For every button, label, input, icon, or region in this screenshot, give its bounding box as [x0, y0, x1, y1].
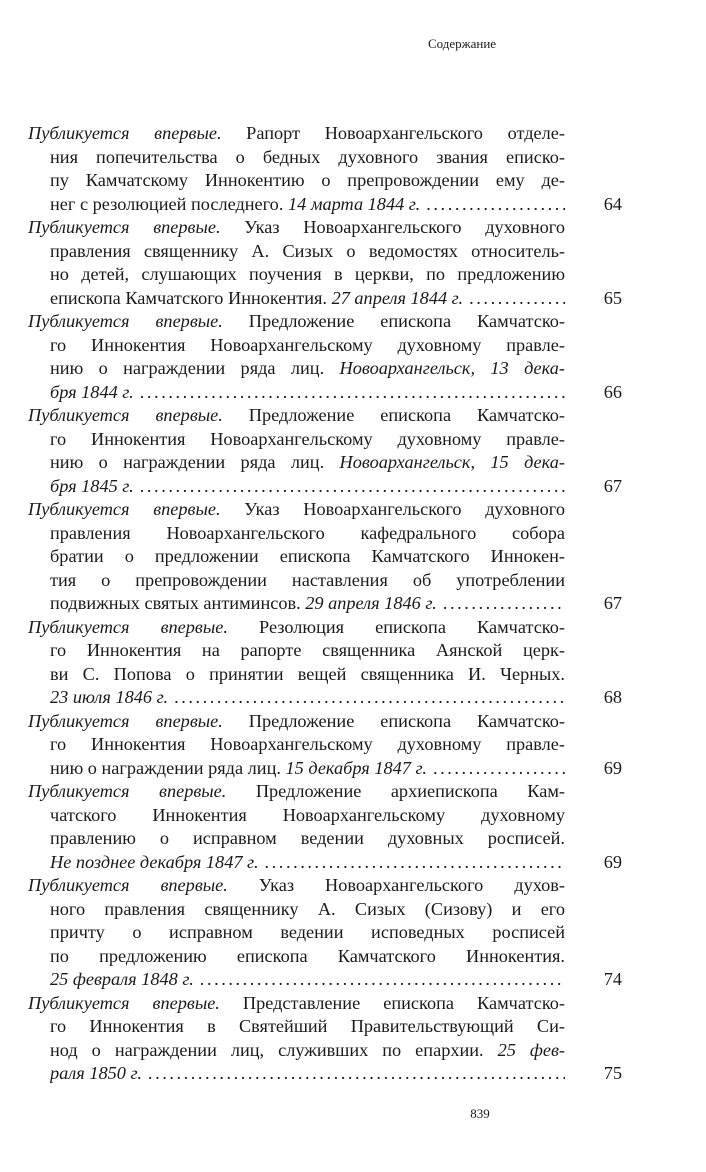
- line-text: [50, 899, 565, 919]
- toc-entry-line: [50, 451, 565, 475]
- toc-entry-line: [50, 334, 565, 358]
- toc-entry-line: [50, 1039, 565, 1063]
- dot-leader: [134, 381, 565, 405]
- toc-entry[interactable]: [28, 992, 622, 1086]
- line-text: [50, 287, 463, 311]
- line-text: [28, 499, 565, 519]
- text: Указ Новоархангельского духовного: [220, 217, 565, 237]
- italic-text: Публикуется впервые.: [28, 499, 221, 519]
- text: чатского Иннокентия Новоархангельскому духовному: [50, 804, 565, 825]
- toc-entry-line: [50, 193, 565, 217]
- toc-entry-line: [28, 992, 565, 1016]
- text: го Иннокентия Новоархангельскому духовному правле-: [50, 334, 565, 355]
- toc-entry-line: [50, 968, 565, 992]
- line-text: [50, 1040, 565, 1060]
- line-text: [50, 241, 565, 261]
- dot-leader: [194, 968, 565, 992]
- italic-text: Публикуется впервые.: [28, 123, 222, 143]
- line-text: [50, 757, 427, 781]
- toc-entry-line: [50, 898, 565, 922]
- toc-entry-line: [28, 216, 565, 240]
- italic-text: Публикуется впервые.: [28, 710, 223, 731]
- toc-entry-line: [50, 240, 565, 264]
- text: ного правления священнику А. Сизых (Сизову) и его: [50, 898, 565, 919]
- text: правлению о исправном ведении духовных росписей.: [50, 828, 565, 848]
- dot-leader: [437, 592, 565, 616]
- line-text: [50, 429, 565, 449]
- toc-entry-line: [50, 545, 565, 569]
- toc-entry-line: [28, 710, 565, 734]
- toc-entry[interactable]: [28, 498, 622, 616]
- toc-entry-line: [50, 1015, 565, 1039]
- line-text: [50, 734, 565, 754]
- italic-text: Публикуется впервые.: [28, 992, 220, 1013]
- toc-entry[interactable]: [28, 404, 622, 498]
- line-text: [50, 452, 565, 472]
- line-text: [50, 523, 565, 543]
- toc-entry[interactable]: [28, 616, 622, 710]
- line-text: [50, 335, 565, 355]
- dot-leader: [142, 1062, 565, 1086]
- toc-entry[interactable]: [28, 874, 622, 992]
- text: Предложение епископа Камчатско-: [222, 311, 565, 331]
- line-text: [50, 1062, 142, 1086]
- text: Представление епископа Камчатско-: [219, 992, 565, 1013]
- dot-leader: [420, 193, 565, 217]
- text: нию о награждении ряда лиц.: [50, 358, 340, 378]
- toc-entry-line: [28, 404, 565, 428]
- italic-text: Новоархангельск, 13 дека-: [339, 358, 565, 378]
- italic-text: 23 июля 1846 г.: [50, 687, 169, 707]
- line-text: [50, 686, 168, 710]
- line-text: [50, 264, 565, 284]
- line-text: [50, 147, 565, 167]
- text: братии о предложении епископа Камчатского Иннокен-: [50, 546, 565, 566]
- text: Рапорт Новоархангельского отделе-: [221, 123, 565, 143]
- toc-entry-line: [28, 310, 565, 334]
- text: но детей, слушающих поучения в церкви, по предложению: [50, 264, 565, 284]
- toc-entry-line: [50, 921, 565, 945]
- toc-page-number[interactable]: 69: [603, 851, 622, 872]
- text: Указ Новоархангельского духов-: [227, 875, 565, 895]
- toc-entry-line: [50, 569, 565, 593]
- italic-text: 25 февраля 1848 г.: [50, 969, 194, 989]
- italic-text: бря 1845 г.: [50, 475, 134, 496]
- italic-text: Публикуется впервые.: [28, 311, 223, 331]
- line-text: [50, 851, 259, 875]
- toc-page-number[interactable]: 74: [603, 969, 622, 989]
- italic-text: Публикуется впервые.: [28, 217, 221, 237]
- toc-entry-line: [28, 498, 565, 522]
- line-text: [50, 946, 565, 966]
- text: по предложению епископа Камчатского Иннокентия.: [50, 945, 565, 966]
- toc-entry-line: [50, 263, 565, 287]
- toc-entry[interactable]: [28, 780, 622, 874]
- toc-entry-line: [50, 827, 565, 851]
- line-text: [28, 217, 565, 237]
- line-text: [50, 546, 565, 566]
- line-text: [50, 475, 134, 499]
- toc-page-number[interactable]: 75: [603, 1063, 622, 1083]
- toc-entry-line: [50, 757, 565, 781]
- text: ния попечительства о бедных духовного звания еписко-: [50, 146, 565, 167]
- toc-page-number[interactable]: 65: [603, 287, 622, 308]
- toc-entry[interactable]: [28, 216, 622, 310]
- line-text: [50, 968, 194, 992]
- italic-text: 27 апреля 1844 г.: [331, 287, 464, 308]
- toc-entry-line: [50, 733, 565, 757]
- toc-page-number[interactable]: 66: [603, 381, 622, 402]
- text: Предложение епископа Камчатско-: [222, 405, 565, 425]
- toc-entry-line: [28, 122, 565, 146]
- toc-entry[interactable]: [28, 710, 622, 781]
- toc-entry-line: [50, 357, 565, 381]
- toc-page-number[interactable]: 68: [603, 687, 622, 707]
- line-text: [50, 922, 565, 942]
- page-number: 839: [470, 1106, 490, 1121]
- toc-entry-line: [50, 1062, 565, 1086]
- italic-text: Публикуется впервые.: [28, 405, 223, 425]
- toc-entry-line: [50, 804, 565, 828]
- dot-leader: [427, 757, 565, 781]
- toc-page-number[interactable]: 67: [603, 593, 622, 613]
- text: Предложение епископа Камчатско-: [222, 710, 565, 731]
- text: нег с резолюцией последнего.: [50, 193, 288, 214]
- line-text: [50, 664, 565, 684]
- toc-entry-line: [50, 851, 565, 875]
- text: правления священнику А. Сизых о ведомостях относитель-: [50, 240, 565, 261]
- toc-entry[interactable]: [28, 122, 622, 216]
- italic-text: 25 фев-: [497, 1039, 565, 1060]
- line-text: [50, 170, 565, 190]
- toc-entry-line: [50, 169, 565, 193]
- dot-leader: [259, 851, 565, 875]
- italic-text: Новоархангельск, 15 дека-: [339, 452, 565, 472]
- toc-entry-line: [50, 146, 565, 170]
- text: Указ Новоархангельского духовного: [220, 499, 565, 519]
- italic-text: раля 1850 г.: [50, 1063, 142, 1083]
- text: го Иннокентия на рапорте священника Аянской церк-: [50, 640, 565, 660]
- toc-entry-line: [50, 663, 565, 687]
- toc-entry-line: [28, 874, 565, 898]
- text: нод о награждении лиц, служивших по епархии.: [50, 1039, 498, 1060]
- text: епископа Камчатского Иннокентия.: [50, 287, 332, 308]
- toc-page-number[interactable]: 64: [603, 193, 622, 214]
- running-head: Содержание: [427, 36, 497, 51]
- toc-entry[interactable]: [28, 310, 622, 404]
- text: ви С. Попова о принятии вещей священника И. Черных.: [50, 663, 565, 684]
- line-text: [28, 123, 565, 143]
- italic-text: 29 апреля 1846 г.: [305, 593, 437, 613]
- italic-text: 15 декабря 1847 г.: [285, 757, 427, 778]
- line-text: [28, 711, 565, 731]
- text: пу Камчатскому Иннокентию о препровождении ему де-: [50, 170, 565, 190]
- text: подвижных святых антиминсов.: [50, 593, 306, 613]
- text: го Иннокентия Новоархангельскому духовному правле-: [50, 428, 565, 449]
- toc-entry-line: [50, 522, 565, 546]
- italic-text: Публикуется впервые.: [28, 781, 227, 801]
- toc-entry-line: [50, 287, 565, 311]
- line-text: [28, 875, 565, 895]
- line-text: [28, 617, 565, 637]
- line-text: [50, 570, 565, 590]
- text: нию о награждении ряда лиц.: [50, 452, 340, 472]
- line-text: [50, 381, 134, 405]
- text: тия о препровождении наставления об употреблении: [50, 569, 565, 590]
- text: Предложение архиепископа Кам-: [226, 781, 565, 801]
- line-text: [50, 805, 565, 825]
- toc-entry-line: [28, 780, 565, 804]
- dot-leader: [463, 287, 565, 311]
- line-text: [50, 358, 565, 378]
- toc-entry-line: [50, 639, 565, 663]
- toc-page-number[interactable]: 67: [603, 475, 622, 496]
- text: Резолюция епископа Камчатско-: [227, 616, 565, 637]
- toc-entry-line: [50, 945, 565, 969]
- text: причту о исправном ведении исповедных росписей: [50, 922, 565, 942]
- line-text: [50, 193, 420, 217]
- dot-leader: [134, 475, 565, 499]
- line-text: [28, 993, 565, 1013]
- text: нию о награждении ряда лиц.: [50, 757, 286, 778]
- line-text: [28, 781, 565, 801]
- text: го Иннокентия Новоархангельскому духовному правле-: [50, 734, 565, 754]
- dot-leader: [168, 686, 565, 710]
- italic-text: 14 марта 1844 г.: [287, 193, 421, 214]
- toc-entry-line: [50, 592, 565, 616]
- line-text: [50, 828, 565, 848]
- toc-entry-line: [50, 428, 565, 452]
- table-of-contents: [28, 122, 622, 1086]
- toc-page-number[interactable]: 69: [603, 757, 622, 778]
- text: го Иннокентия в Святейший Правительствующий Си-: [50, 1016, 565, 1036]
- italic-text: Публикуется впервые.: [28, 616, 228, 637]
- italic-text: Публикуется впервые.: [28, 875, 228, 895]
- line-text: [50, 640, 565, 660]
- toc-entry-line: [50, 686, 565, 710]
- line-text: [50, 1016, 565, 1036]
- line-text: [50, 592, 437, 616]
- italic-text: бря 1844 г.: [50, 381, 134, 402]
- italic-text: Не позднее декабря 1847 г.: [50, 851, 259, 872]
- toc-entry-line: [28, 616, 565, 640]
- line-text: [28, 311, 565, 331]
- toc-entry-line: [50, 475, 565, 499]
- text: правления Новоархангельского кафедрального собора: [50, 522, 565, 543]
- line-text: [28, 405, 565, 425]
- toc-entry-line: [50, 381, 565, 405]
